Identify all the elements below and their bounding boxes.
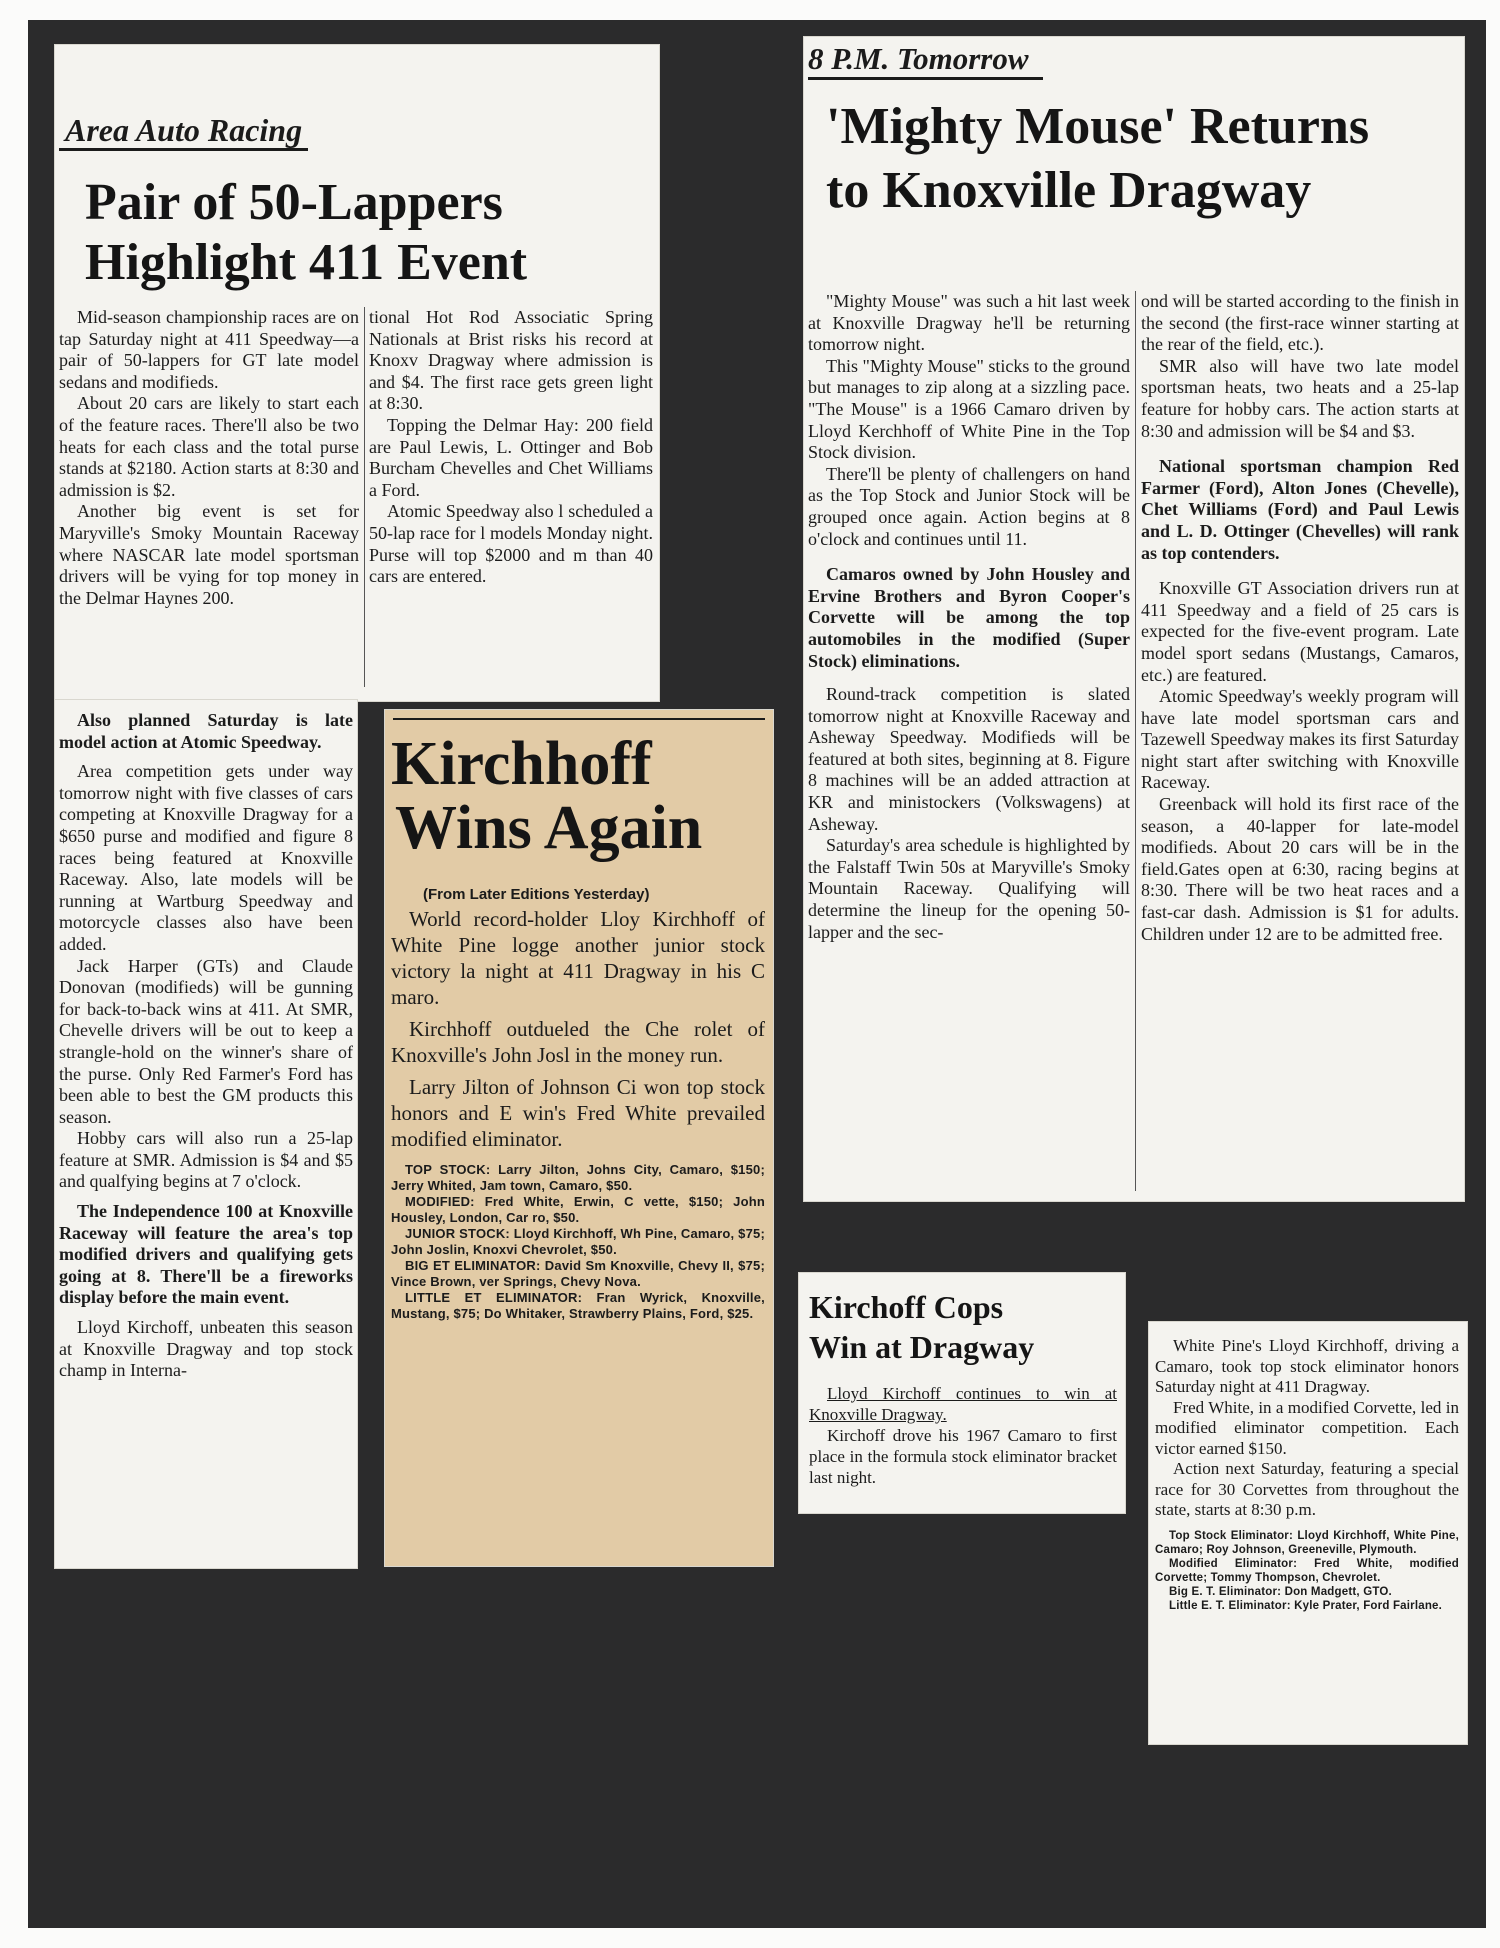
paragraph: tional Hot Rod Associatic Spring Nationals at Brist risks his record at Knoxv Dragway where admission is and $4. The first race gets green light at 8:30. bbox=[369, 307, 653, 414]
paragraph: This "Mighty Mouse" sticks to the ground but manages to zip along at a sizzling pace. "The Mouse" is a 1966 Camaro driven by Lloyd Kerchhoff of White Pine in the Top Stock division. bbox=[808, 355, 1130, 463]
paragraph: Kirchoff drove his 1967 Camaro to first place in the formula stock eliminator bracket last night. bbox=[809, 1426, 1117, 1487]
paragraph: ond will be started according to the finish in the second (the first-race winner starting at the rear of the field, etc.). bbox=[1141, 291, 1459, 355]
results-line: Little E. T. Eliminator: Kyle Prater, Ford Fairlane. bbox=[1169, 1599, 1443, 1612]
paragraph: National sportsman champion Red Farmer (Ford), Alton Jones (Chevelle), Chet Williams (Ford) and Paul Lewis and L. D. Ottinger (Chevelles) will rank as top contenders. bbox=[1141, 456, 1459, 563]
headline bbox=[391, 732, 702, 860]
paragraph: Knoxville GT Association drivers run at 411 Speedway and a field of 25 cars is expected for the five-event program. Late model sport sedans (Mustangs, Camaros, etc.) are featured. bbox=[1141, 578, 1459, 685]
results-line: Modified Eliminator: Fred White, modified Corvette; Tommy Thompson, Chevrolet. bbox=[1155, 1557, 1459, 1584]
results-line: Top Stock Eliminator: Lloyd Kirchhoff, White Pine, Camaro; Roy Johnson, Greeneville, Plymouth. bbox=[1155, 1529, 1459, 1556]
story-body bbox=[809, 1383, 1117, 1511]
paragraph: The Independence 100 at Knoxville Raceway will feature the area's top modified drivers and qualifying gets going at 8. There'll be a fireworks display before the main event. bbox=[59, 1201, 353, 1308]
clipping-mighty-mouse-returns bbox=[804, 37, 1464, 1201]
paragraph: Fred White, in a modified Corvette, led in modified eliminator competition. Each victor earned $150. bbox=[1155, 1397, 1459, 1458]
column-1 bbox=[808, 291, 1130, 1197]
paragraph: SMR also will have two late model sportsman heats, two heats and a 25-lap feature for hobby cars. The action starts at 8:30 and admission will be $4 and $3. bbox=[1141, 355, 1459, 441]
headline-line-1: Pair of 50-Lappers bbox=[85, 174, 503, 231]
results-line: TOP STOCK: Larry Jilton, Johns City, Camaro, $150; Jerry Whited, Jam town, Camaro, $50. bbox=[391, 1162, 765, 1193]
clipping-kirchoff-cops-win bbox=[799, 1273, 1125, 1513]
results-line: BIG ET ELIMINATOR: David Sm Knoxville, Chevy II, $75; Vince Brown, ver Springs, Chevy Nova. bbox=[391, 1258, 765, 1289]
paragraph: Kirchhoff outdueled the Che rolet of Knoxville's John Josl in the money run. bbox=[391, 1017, 765, 1067]
paragraph: Lloyd Kirchoff, unbeaten this season at Knoxville Dragway and top stock champ in Interna- bbox=[59, 1317, 353, 1381]
paragraph: Mid-season championship races are on tap Saturday night at 411 Speedway—a pair of 50-lappers for GT late model sedans and modifieds. bbox=[59, 307, 359, 392]
scrapbook-page bbox=[28, 20, 1486, 1928]
paragraph: About 20 cars are likely to start each of the feature races. There'll also be two heats for each class and the total purse stands at $2180. Action starts at 8:30 and admission is $2. bbox=[59, 393, 359, 500]
results-line: MODIFIED: Fred White, Erwin, C vette, $150; John Housley, London, Car ro, $50. bbox=[391, 1194, 765, 1225]
paragraph: Atomic Speedway's weekly program will have late model sportsman cars and Tazewell Speedway makes its first Saturday night start after switching with Knoxville Raceway. bbox=[1141, 686, 1459, 793]
story-body bbox=[391, 906, 765, 1566]
paragraph: Topping the Delmar Hay: 200 field are Paul Lewis, L. Ottinger and Bob Burcham Chevelles and Chet Williams a Ford. bbox=[369, 414, 653, 500]
results-line: Big E. T. Eliminator: Don Madgett, GTO. bbox=[1169, 1585, 1392, 1598]
kicker-8pm-tomorrow: 8 P.M. Tomorrow bbox=[808, 41, 1043, 80]
clipping-kirchhoff-wins-again bbox=[385, 710, 773, 1566]
kicker-area-auto-racing: Area Auto Racing bbox=[59, 112, 308, 151]
results-line: JUNIOR STOCK: Lloyd Kirchhoff, Wh Pine, Camaro, $75; John Joslin, Knoxvi Chevrolet, $50. bbox=[391, 1226, 765, 1257]
story-body bbox=[1155, 1336, 1459, 1736]
clipping-pair-of-50-lappers-continued bbox=[55, 700, 357, 1568]
paragraph: White Pine's Lloyd Kirchhoff, driving a Camaro, took top stock eliminator honors Saturday night at 411 Dragway. bbox=[1155, 1336, 1459, 1396]
paragraph: Saturday's area schedule is highlighted by the Falstaff Twin 50s at Maryville's Smoky Mountain Raceway. Qualifying will determine the lineup for the opening 50-lapper and the sec- bbox=[808, 835, 1130, 942]
paragraph: There'll be plenty of challengers on hand as the Top Stock and Junior Stock will be grouped once again. Action begins at 8 o'clock and continues until 11. bbox=[808, 463, 1130, 549]
paragraph-text: Lloyd Kirchoff continues to win at Knoxville Dragway. bbox=[809, 1384, 1117, 1424]
paragraph: Atomic Speedway also l scheduled a 50-lap race for l models Monday night. Purse will top $2000 and m than 40 cars are entered. bbox=[369, 501, 653, 587]
paragraph: Camaros owned by John Housley and Ervine Brothers and Byron Cooper's Corvette will be among the top automobiles in the modified (Super Stock) eliminations. bbox=[808, 564, 1130, 671]
top-rule bbox=[393, 718, 765, 720]
paragraph: "Mighty Mouse" was such a hit last week at Knoxville Dragway he'll be returning tomorrow night. bbox=[808, 291, 1130, 355]
column-1-bottom bbox=[59, 700, 353, 1568]
paragraph: Also planned Saturday is late model action at Atomic Speedway. bbox=[59, 710, 353, 752]
paragraph: Jack Harper (GTs) and Claude Donovan (modifieds) will be gunning for back-to-back wins at 411. At SMR, Chevelle drivers will be out to keep a strangle-hold on the winner's share of the purse. Only Red Farmer's Ford has been able to best the GM products this season. bbox=[59, 955, 353, 1127]
paragraph: World record-holder Lloy Kirchhoff of White Pine logge another junior stock victory la night at 411 Dragway in his C maro. bbox=[391, 907, 765, 1009]
clipping-kirchhoff-top-stock bbox=[1149, 1322, 1467, 1744]
headline bbox=[85, 173, 655, 293]
paragraph: Greenback will hold its first race of the season, a 40-lapper for late-model modifieds. About 20 cars will be in the field.Gates open at 6:30, racing begins at 8:30. There will be two heat races and a fast-car dash. Admission is $1 for adults. Children under 12 are to be admitted free. bbox=[1141, 794, 1459, 944]
column-2 bbox=[369, 307, 653, 699]
headline-line-1: Kirchoff Cops bbox=[809, 1289, 1004, 1325]
headline-line-2: Win at Dragway bbox=[809, 1329, 1035, 1365]
column-divider bbox=[364, 307, 365, 687]
headline-line-2: Highlight 411 Event bbox=[85, 234, 528, 291]
column-2 bbox=[1141, 291, 1459, 1197]
column-divider bbox=[1135, 291, 1136, 1191]
paragraph: Another big event is set for Maryville's Smoky Mountain Raceway where NASCAR late model sportsman drivers will be vying for top money in the Delmar Haynes 200. bbox=[59, 501, 359, 608]
results-line: LITTLE ET ELIMINATOR: Fran Wyrick, Knoxville, Mustang, $75; Do Whitaker, Strawberry Plains, Ford, $25. bbox=[391, 1290, 765, 1321]
headline-line-2: to Knoxville Dragway bbox=[826, 162, 1312, 219]
headline-line-1: Kirchhoff bbox=[391, 730, 652, 798]
headline bbox=[809, 1287, 1034, 1367]
paragraph: Area competition gets under way tomorrow night with five classes of cars competing at Knoxville Dragway for a $650 purse and modified and figure 8 races being featured at Knoxville Raceway. Also, late models will be running at Wartburg Speedway and motorcycle classes also have been added. bbox=[59, 761, 353, 954]
paragraph: Action next Saturday, featuring a special race for 30 Corvettes from throughout the state, starts at 8:30 p.m. bbox=[1155, 1459, 1459, 1519]
clipping-pair-of-50-lappers bbox=[55, 45, 659, 701]
headline-line-2: Wins Again bbox=[395, 794, 703, 862]
paragraph: Round-track competition is slated tomorrow night at Knoxville Raceway and Asheway Speedway. Modifieds will be featured at both sites, beginning at 8. Figure 8 machines will be an added attraction at KR and ministockers (Volkswagens) at Asheway. bbox=[808, 684, 1130, 834]
paragraph: Hobby cars will also run a 25-lap feature at SMR. Admission is $4 and $5 and qualfying begins at 7 o'clock. bbox=[59, 1128, 353, 1192]
headline bbox=[826, 95, 1464, 223]
dateline: (From Later Editions Yesterday) bbox=[423, 886, 650, 903]
headline-line-1: 'Mighty Mouse' Returns bbox=[826, 98, 1370, 155]
paragraph bbox=[809, 1383, 1117, 1425]
paragraph: Larry Jilton of Johnson Ci won top stock honors and E win's Fred White prevailed modified eliminator. bbox=[391, 1075, 765, 1151]
column-1-top bbox=[59, 307, 359, 701]
